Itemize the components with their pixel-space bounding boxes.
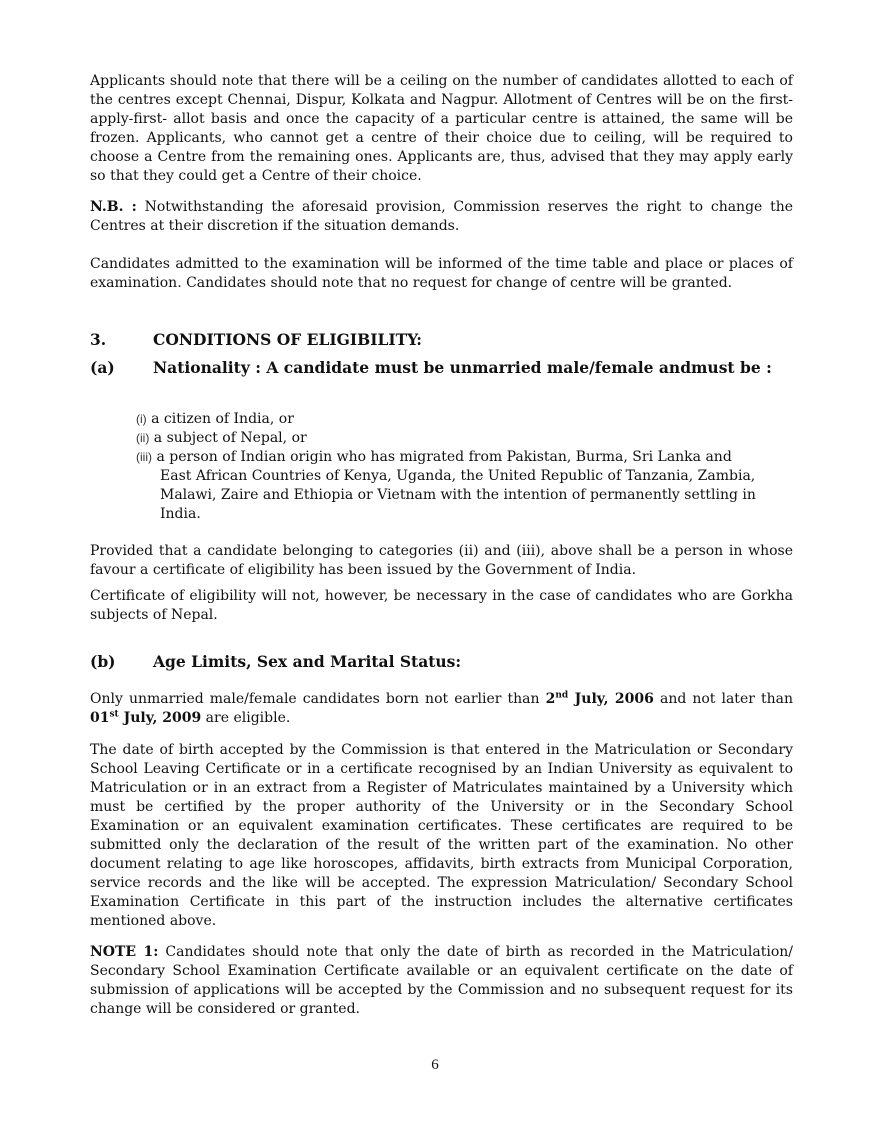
age-text-post: are eligible. [201, 710, 291, 726]
proviso-paragraph: Provided that a candidate belonging to categories (ii) and (iii), above shall be a person in whose favour a certificate of eligibility has been issued by the Government of India. [90, 543, 793, 578]
nb-paragraph [90, 198, 793, 236]
list-marker: (i) [136, 412, 147, 426]
nb-label: N.B. : [90, 199, 137, 215]
gorkha-paragraph: Certificate of eligibility will not, however, be necessary in the case of candidates who are Gorkha subjects of Nepal. [90, 588, 793, 623]
section-3-title: CONDITIONS OF ELIGIBILITY: [153, 330, 423, 349]
date-earliest [546, 691, 654, 707]
nb-text: Notwithstanding the aforesaid provision, Commission reserves the right to change the Centres at their discretion if the situation demands. [90, 199, 793, 234]
age-text-pre: Only unmarried male/female candidates born not earlier than [90, 691, 546, 707]
section-b-label: (b) [90, 652, 116, 671]
date-earliest-day: 2 [545, 691, 556, 707]
date-of-birth-paragraph: The date of birth accepted by the Commission is that entered in the Matriculation or Secondary School Leaving Certificate or in a certificate recognised by an Indian University as equivalent to Matriculation or in an extract from a Register of Matriculates maintained by a University which must be certified by the proper authority of the University or in the Secondary School Examination or an equivalent examination certificates. These certificates are required to be submitted only the declaration of the result of the written part of the examination. No other document relating to age like horoscopes, affidavits, birth extracts from Municipal Corporation, service records and the like will be accepted. The expression Matriculation/ Secondary School Examination Certificate in this part of the instruction includes the alternative certificates mentioned above. [90, 742, 793, 929]
list-item-text: a person of Indian origin who has migrated from Pakistan, Burma, Sri Lanka and [152, 449, 732, 465]
list-item [136, 448, 796, 524]
list-marker: (ii) [136, 431, 150, 445]
date-earliest-suffix: nd [555, 690, 569, 701]
section-a-title: Nationality : A candidate must be unmarried male/female andmust be : [153, 358, 772, 377]
list-marker: (iii) [136, 450, 152, 464]
date-latest-day: 01 [90, 710, 110, 726]
section-3-number: 3. [90, 330, 107, 349]
section-b-title: Age Limits, Sex and Marital Status: [153, 652, 462, 671]
date-latest-rest: July, 2009 [118, 710, 202, 726]
centre-ceiling-paragraph: Applicants should note that there will be a ceiling on the number of candidates allotted to each of the centres except Chennai, Dispur, Kolkata and Nagpur. Allotment of Centres will be on the first-apply-first- allot basis and once the capacity of a particular centre is attained, the same will be frozen. Applicants, who cannot get a centre of their choice due to ceiling, will be required to choose a Centre from the remaining ones. Applicants are, thus, advised that they may apply early so that they could get a Centre of their choice. [90, 73, 793, 184]
date-latest-suffix: st [109, 709, 119, 720]
centre-change-paragraph: Candidates admitted to the examination will be informed of the time table and place or places of examination. Candidates should note that no request for change of centre will be granted. [90, 256, 793, 291]
note-1-label: NOTE 1: [90, 944, 159, 960]
age-text-mid: and not later than [653, 691, 793, 707]
age-limit-paragraph [90, 690, 793, 728]
list-item-continuation: East African Countries of Kenya, Uganda, the United Republic of Tanzania, Zambia, Malawi, Zaire and Ethiopia or Vietnam with the intention of permanently settling in India. [160, 468, 756, 522]
note-1-text: Candidates should note that only the date of birth as recorded in the Matriculation/ Secondary School Examination Certificate available or an equivalent certificate on the date of submission of applications will be accepted by the Commission and no subsequent request for its change will be considered or granted. [90, 944, 793, 1017]
note-1-paragraph [90, 943, 793, 1019]
list-item-text: a citizen of India, or [146, 411, 294, 427]
date-earliest-rest: July, 2006 [568, 691, 654, 707]
list-item [136, 429, 796, 448]
date-latest [90, 710, 201, 726]
page-number: 6 [431, 1057, 439, 1073]
list-item-text: a subject of Nepal, or [149, 430, 307, 446]
list-item [136, 410, 796, 429]
section-a-label: (a) [90, 358, 115, 377]
